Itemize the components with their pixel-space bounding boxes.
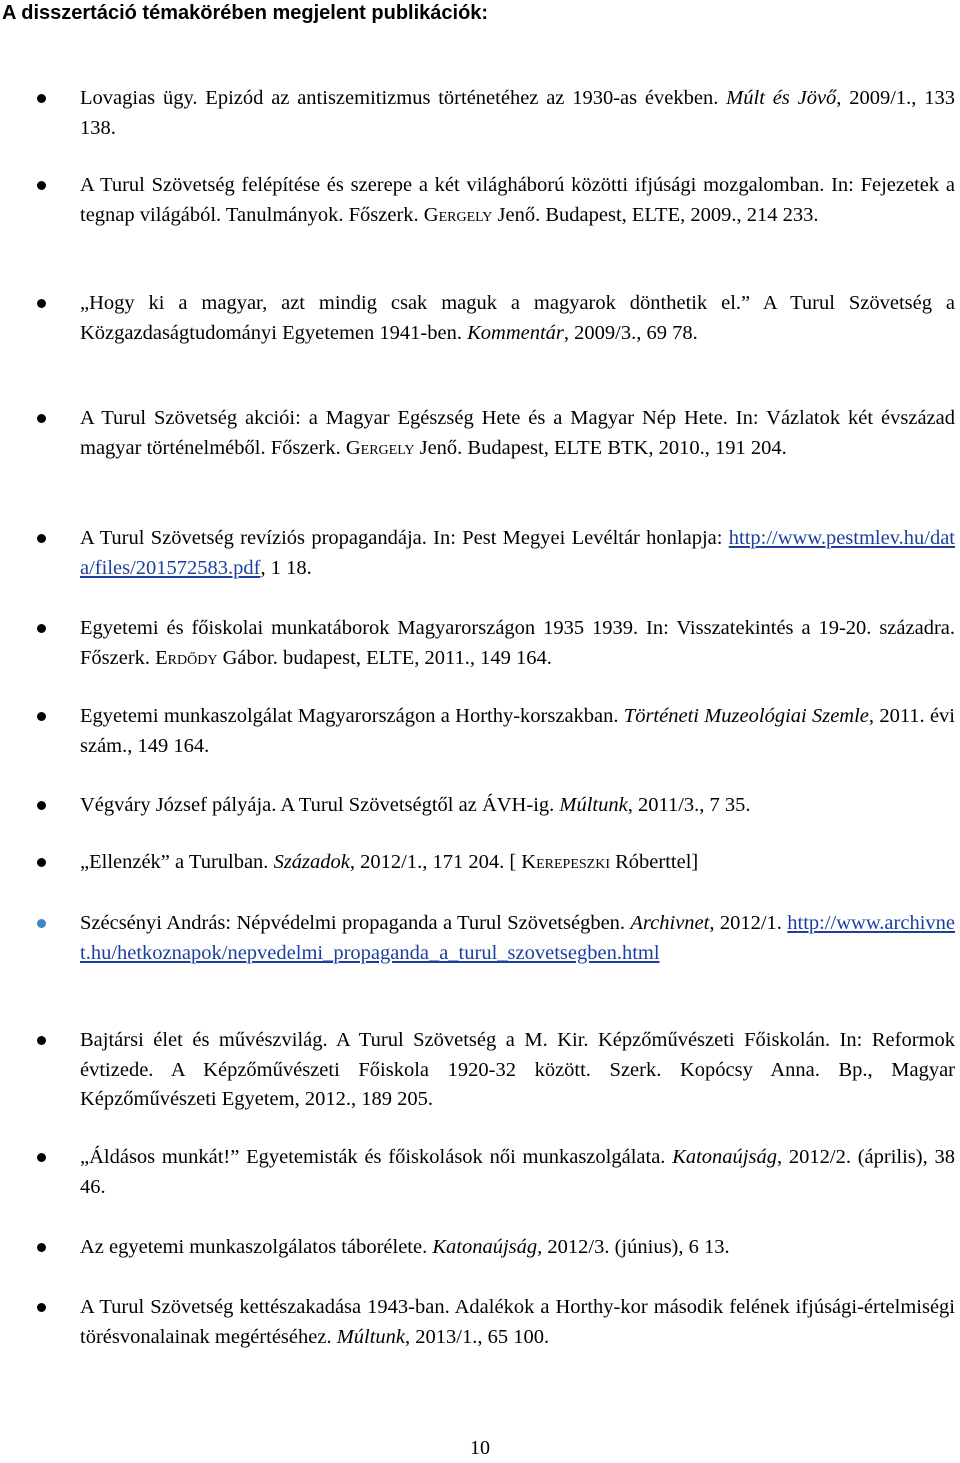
entry-text: , 2011. évi szám., 149 164. (80, 705, 955, 757)
entry-text: A Turul Szövetség felépítése és szerepe a két világháború közötti ifjúsági mozgalomban. In: Fejezetek a tegnap világából. Tanulmányok. Főszerk. (80, 174, 955, 226)
entry-text: Szécsényi András: Népvédelmi propaganda a Turul Szövetségben. (80, 912, 631, 934)
entry-text: Jenő. Budapest, ELTE, 2009., 214 233. (492, 203, 819, 226)
entry-text: Lovagias ügy. Epizód az antiszemitizmus történetéhez az 1930-as években. (80, 87, 727, 109)
entry-text: , 2009/3., 69 78. (563, 321, 698, 344)
page-heading: A disszertáció témakörében megjelent publikációk: (2, 2, 489, 24)
entry-text: , 2013/1., 65 100. (405, 1325, 550, 1348)
entry-text: „Áldásos munkát!” Egyetemisták és főiskolások női munkaszolgálata. (80, 1146, 673, 1168)
publication-entry (80, 84, 955, 143)
entry-text: Bajtársi élet és művészvilág. A Turul Szövetség a M. Kir. Képzőművészeti Főiskolán. In: Reformok évtizede. A Képzőművészeti Főiskola 1920-32 között. Szerk. Kopócsy Anna. Bp., Magyar Képzőművészeti Egyetem, 2012., 189 205. (80, 1029, 955, 1110)
entry-text: Egyetemi munkaszolgálat Magyarországon a Horthy-korszakban. (80, 705, 624, 727)
author-surname: Gergely (345, 436, 415, 459)
entry-text: , 2011/3., 7 35. (627, 794, 751, 816)
bullet-icon (37, 712, 46, 721)
journal-title: Múltunk (559, 794, 628, 816)
bullet-icon (37, 181, 46, 190)
publication-link[interactable]: http://www.pestmlev.hu/data/files/201572583.pdf (80, 527, 955, 579)
entry-text: Gábor. budapest, ELTE, 2011., 149 164. (217, 646, 552, 669)
entry-text: , 1 18. (260, 556, 312, 579)
publication-entry (80, 1026, 955, 1115)
author-surname: Kerepeszki (521, 851, 610, 873)
bullet-icon (37, 624, 46, 633)
publication-entry (80, 1143, 955, 1202)
publication-entry (80, 702, 955, 761)
entry-text: „Ellenzék” a Turulban. (80, 851, 274, 873)
publication-entry (80, 404, 955, 463)
journal-title: Katonaújság (672, 1146, 777, 1168)
bullet-icon (37, 1303, 46, 1312)
bullet-icon (37, 1243, 46, 1252)
entry-text: , 2012/1. (709, 912, 788, 934)
entry-text: , 2012/3. (június), 6 13. (537, 1236, 730, 1258)
entry-text: A Turul Szövetség revíziós propagandája. In: Pest Megyei Levéltár honlapja: (80, 527, 729, 549)
publication-link[interactable]: http://www.archivnet.hu/hetkoznapok/nepvedelmi_propaganda_a_turul_szovetsegben.html (80, 912, 956, 964)
bullet-icon (37, 1036, 46, 1045)
page-number: 10 (470, 1437, 490, 1459)
journal-title: Katonaújság (432, 1236, 538, 1258)
entry-text: , 2012/2. (április), 38 46. (80, 1146, 955, 1198)
entry-text: Az egyetemi munkaszolgálatos táborélete. (80, 1236, 433, 1258)
bullet-icon (37, 534, 46, 543)
publication-entry (80, 614, 955, 673)
journal-title: Kommentár (467, 321, 564, 344)
bullet-icon (37, 299, 46, 308)
bullet-icon (37, 801, 46, 810)
entry-text: „Hogy ki a magyar, azt mindig csak maguk a magyarok dönthetik el.” A Turul Szövetség a Közgazdaságtudományi Egyetemen 1941-ben. (80, 292, 955, 344)
journal-title: Történeti Muzeológiai Szemle (623, 705, 869, 727)
bullet-icon (37, 919, 46, 928)
entry-text: Jenő. Budapest, ELTE BTK, 2010., 191 204. (414, 436, 787, 459)
journal-title: Archivnet (630, 912, 710, 934)
bullet-icon (37, 414, 46, 423)
bullet-icon (37, 858, 46, 867)
journal-title: Múlt és Jövő (726, 87, 837, 109)
entry-text: , 2009/1., 133 138. (80, 87, 955, 139)
entry-text: Végváry József pályája. A Turul Szövetségtől az ÁVH-ig. (80, 794, 560, 816)
publication-entry (80, 909, 955, 968)
entry-text: Egyetemi és főiskolai munkatáborok Magyarországon 1935 1939. In: Visszatekintés a 19-20. századra. Főszerk. (80, 617, 955, 669)
bullet-icon (37, 94, 46, 103)
entry-text: , 2012/1., 171 204. [ (349, 851, 522, 873)
publication-entry (80, 1233, 955, 1263)
entry-text: A Turul Szövetség kettészakadása 1943-ban. Adalékok a Horthy-kor második felének ifjúsági-értelmiségi törésvonalainak megértéséhez. (80, 1296, 955, 1348)
journal-title: Múltunk (336, 1325, 406, 1348)
publication-entry (80, 289, 955, 348)
publication-entry (80, 848, 955, 878)
bullet-icon (37, 1153, 46, 1162)
author-surname: Erdődy (155, 646, 218, 669)
entry-text: A Turul Szövetség akciói: a Magyar Egészség Hete és a Magyar Nép Hete. In: Vázlatok két évszázad magyar történelméből. Főszerk. (80, 407, 955, 459)
journal-title: Századok (273, 851, 350, 873)
author-surname: Gergely (423, 203, 493, 226)
publication-entry (80, 791, 955, 821)
publication-entry (80, 1293, 955, 1352)
publication-entry (80, 524, 955, 583)
entry-text: Róberttel] (609, 851, 699, 873)
publication-entry (80, 171, 955, 230)
